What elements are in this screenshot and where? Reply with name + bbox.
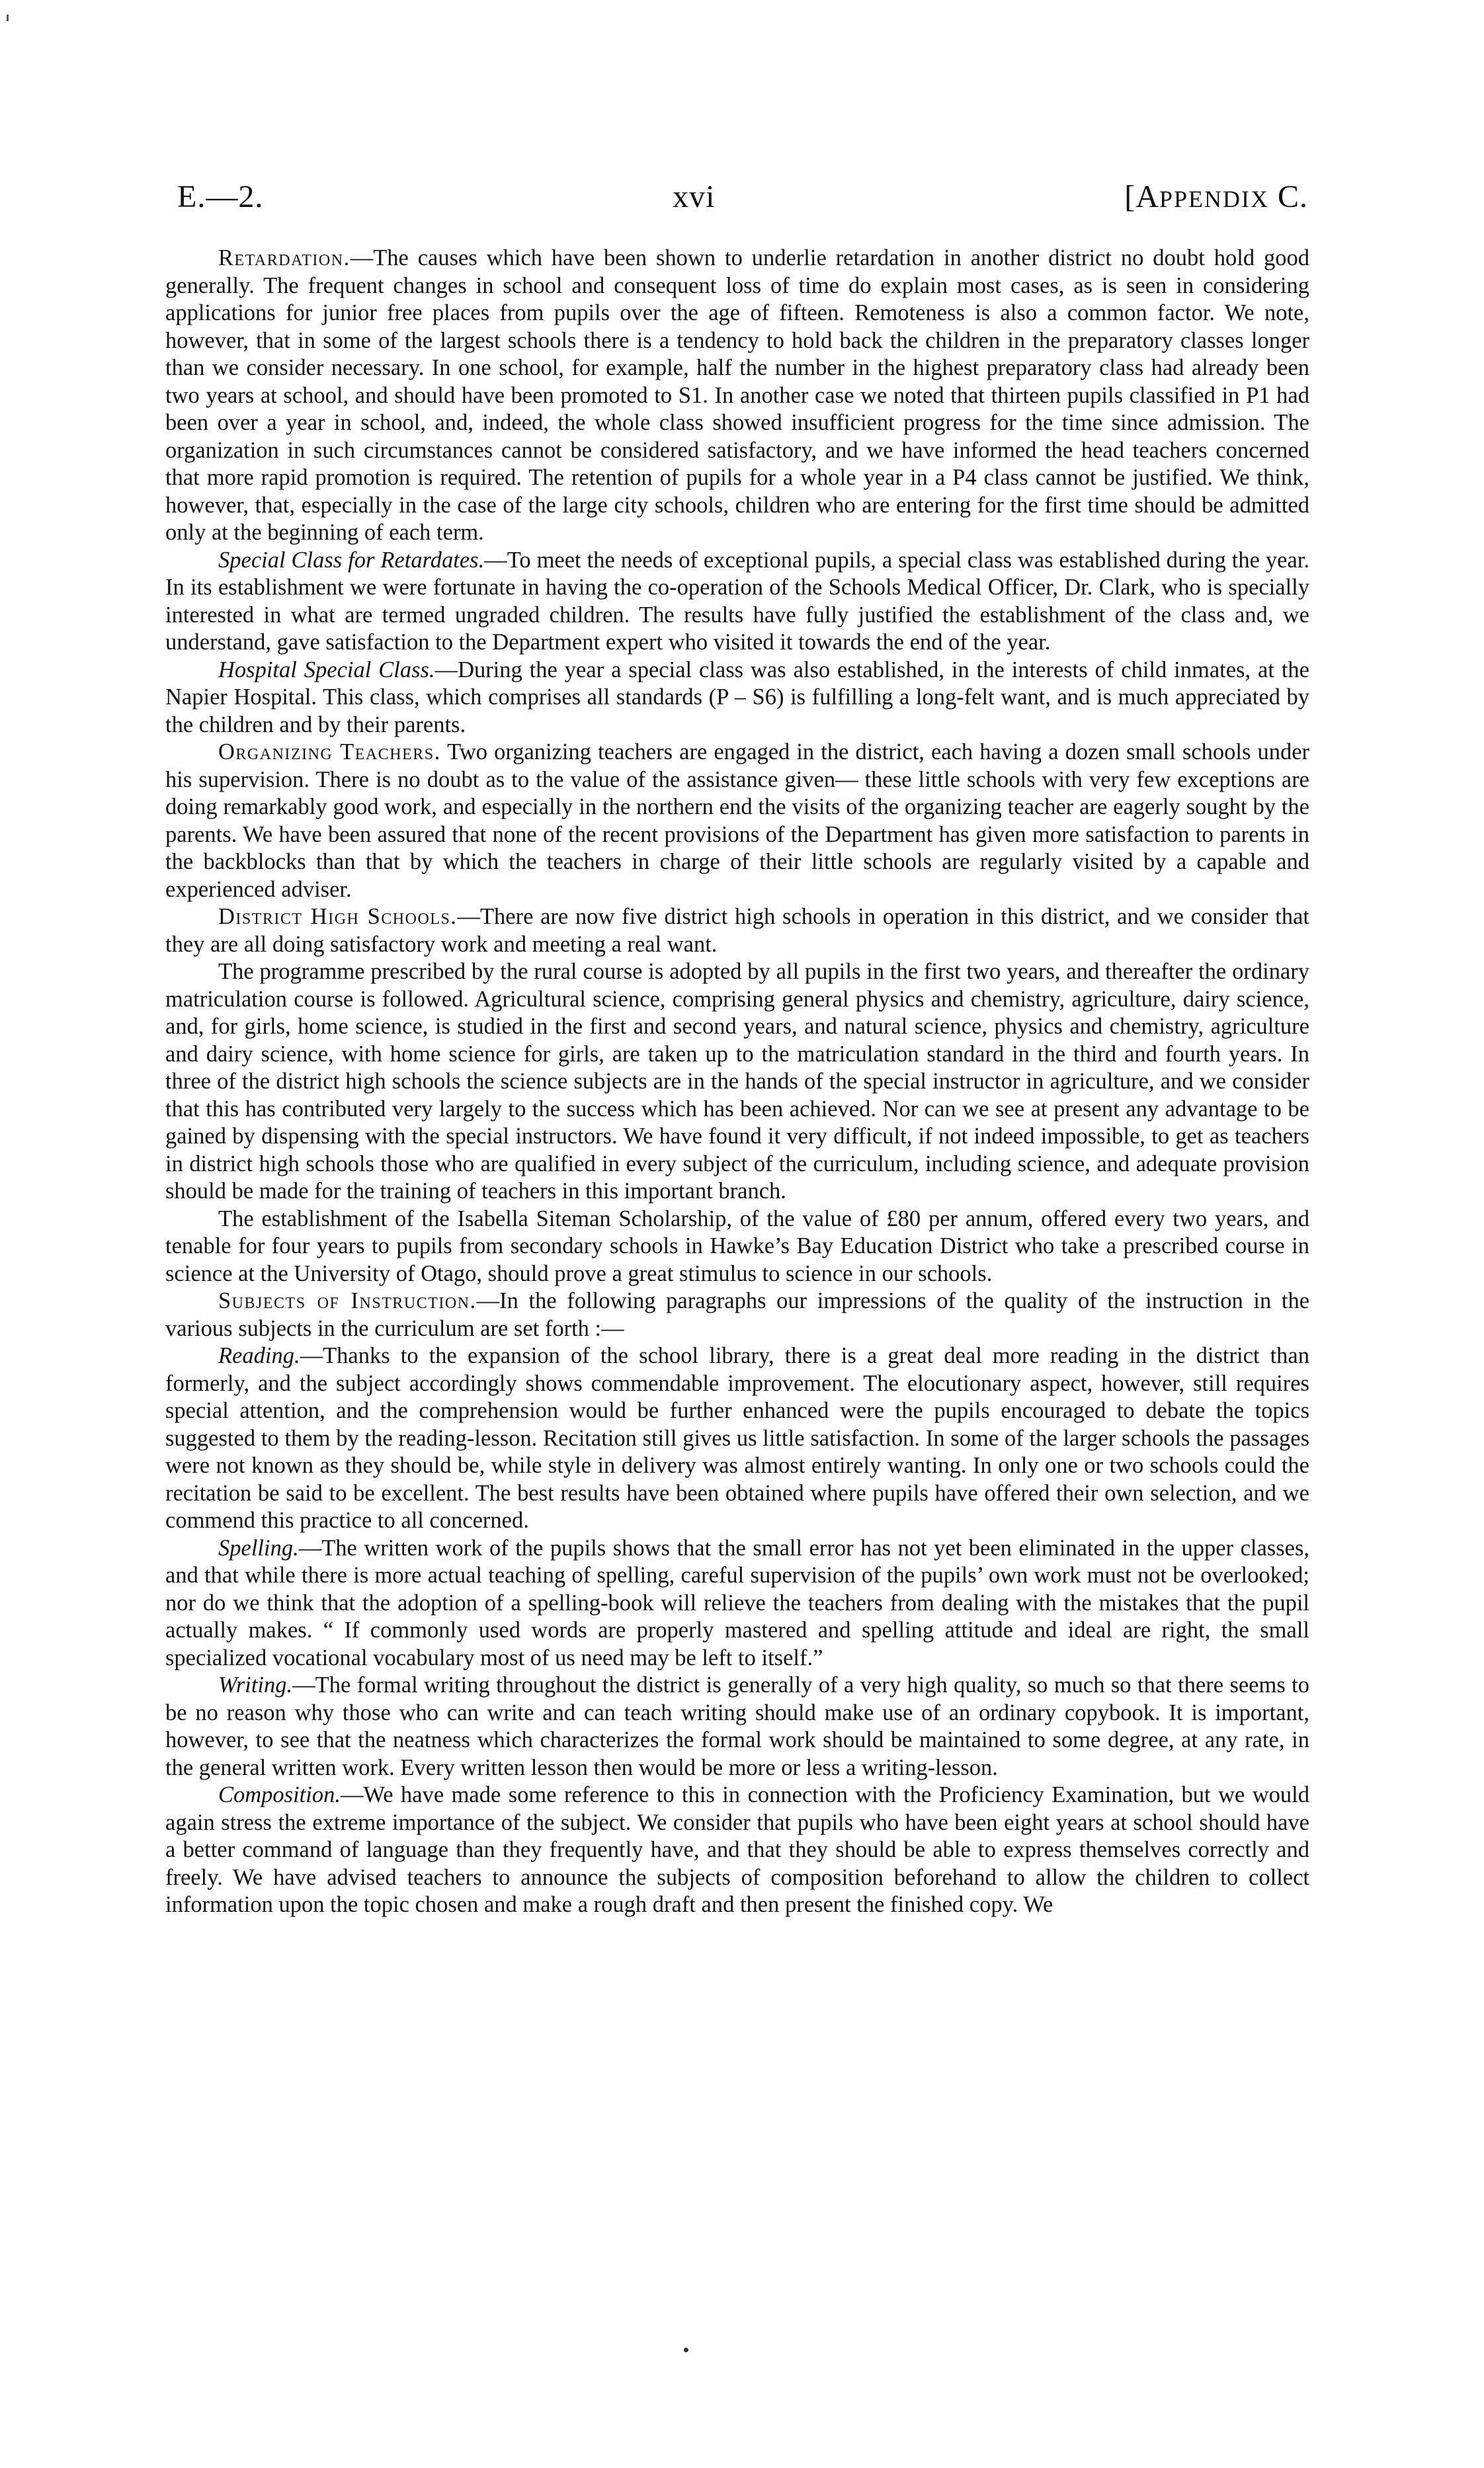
paragraph-special-class: Special Class for Retardates.—To meet the needs of exceptional pupils, a special class was established during the year. In its establishment we were fortunate in having the co-operation of the Schools Medical Officer, Dr. Clark, who is specially interested in what are termed ungraded children. The results have fully justified the establishment of the class and, we understand, gave satisfaction to the Department expert who visited it towards the end of the year.: [165, 547, 1309, 655]
header-series-number: E.—2.: [177, 179, 264, 214]
paragraph-hospital-class: Hospital Special Class.—During the year a special class was also established, in the interests of child inmates, at the Napier Hospital. This class, which comprises all standards (P – S6) is fulfilling a long-felt want, and is much appreciated by the children and by their parents.: [165, 657, 1309, 737]
paragraph-scholarship: The establishment of the Isabella Siteman Scholarship, of the value of £80 per annum, offered every two years, and tenable for four years to pupils from secondary schools in Hawke’s Bay Education District who take a prescribed course in science at the University of Otago, should prove a great stimulus to science in our schools.: [165, 1206, 1309, 1286]
heading-organizing-teachers: Organizing Teachers.: [218, 739, 441, 764]
heading-reading: Reading.: [218, 1343, 300, 1368]
heading-hospital-class: Hospital Special Class.: [218, 657, 435, 682]
scan-speck: [7, 15, 9, 21]
heading-composition: Composition.: [218, 1782, 341, 1807]
header-appendix-label: [APPENDIX C.: [1124, 179, 1308, 214]
heading-district-high-schools: District High Schools.: [218, 904, 458, 929]
header-page-number: xvi: [673, 179, 716, 214]
paragraph-retardation: Retardation.—The causes which have been shown to underlie retardation in another district no doubt hold good generally. The frequent changes in school and consequent loss of time do explain most cases, as is seen in considering applications for junior free places from pupils over the age of fifteen. Remoteness is also a common factor. We note, however, that in some of the largest schools there is a tendency to hold back the children in the preparatory classes longer than we consider necessary. In one school, for example, half the number in the highest preparatory class had already been two years at school, and should have been promoted to S1. In another case we noted that thirteen pupils classified in P1 had been over a year in school, and, indeed, the whole class showed insufficient progress for the time since admission. The organization in such circumstances cannot be considered satisfactory, and we have informed the head teachers concerned that more rapid promotion is required. The retention of pupils for a whole year in a P4 class cannot be justified. We think, however, that, especially in the case of the large city schools, children who are entering for the first time should be admitted only at the beginning of each term.: [165, 245, 1309, 545]
heading-retardation: Retardation.: [218, 245, 350, 270]
heading-special-class: Special Class for Retardates.: [218, 547, 485, 573]
paragraph-organizing-teachers: Organizing Teachers. Two organizing teachers are engaged in the district, each having a dozen small schools under his supervision. There is no doubt as to the value of the assistance given— these little schools with very few exceptions are doing remarkably good work, and especially in the northern end the visits of the organizing teacher are eagerly sought by the parents. We have been assured that none of the recent provisions of the Department has given more satisfaction to parents in the backblocks than that by which the teachers in charge of their little schools are regularly visited by a capable and experienced adviser.: [165, 739, 1310, 902]
paragraph-writing: Writing.—The formal writing throughout the district is generally of a very high quality, so much so that there seems to be no reason why those who can write and can teach writing should make use of an ordinary copybook. It is important, however, to see that the neatness which characterizes the formal work should be maintained to some degree, at any rate, in the general written work. Every written lesson then would be more or less a writing-lesson.: [165, 1672, 1309, 1780]
paragraph-composition: Composition.—We have made some reference to this in connection with the Proficiency Examination, but we would again stress the extreme importance of the subject. We consider that pupils who have been eight years at school should have a better command of language than they frequently have, and that they should be able to express themselves correctly and freely. We have advised teachers to announce the subjects of composition beforehand to allow the children to collect information upon the topic chosen and make a rough draft and then present the finished copy. We: [165, 1782, 1309, 1917]
paragraph-subjects: Subjects of Instruction.—In the following paragraphs our impressions of the quality of the instruction in the various subjects in the curriculum are set forth :—: [165, 1288, 1310, 1341]
paragraph-reading: Reading.—Thanks to the expansion of the school library, there is a great deal more reading in the district than formerly, and the subject accordingly shows commendable improvement. The elocutionary aspect, however, still requires special attention, and the comprehension would be further enhanced were the pupils encouraged to debate the topics suggested to them by the reading-lesson. Recitation still gives us little satisfaction. In some of the larger schools the passages were not known as they should be, while style in delivery was almost entirely wanting. In only one or two schools could the recitation be said to be excellent. The best results have been obtained where pupils have offered their own selection, and we commend this practice to all concerned.: [165, 1343, 1309, 1533]
heading-subjects: Subjects of Instruction.: [218, 1288, 477, 1313]
paragraph-programme: The programme prescribed by the rural course is adopted by all pupils in the first two years, and thereafter the ordinary matriculation course is followed. Agricultural science, comprising general physics and chemistry, agriculture, dairy science, and, for girls, home science, is studied in the first and second years, and natural science, physics and chemistry, agriculture and dairy science, with home science for girls, are taken up to the matriculation standard in the third and fourth years. In three of the district high schools the science subjects are in the hands of the special instructor in agriculture, and we consider that this has contributed very largely to the success which has been achieved. Nor can we see at present any advantage to be gained by dispensing with the special instructors. We have found it very difficult, if not indeed impossible, to get as teachers in district high schools those who are qualified in every subject of the curriculum, including science, and adequate provision should be made for the training of teachers in this important branch.: [165, 959, 1309, 1204]
page-header: [177, 179, 1308, 231]
page-mark: [684, 2348, 688, 2352]
paragraph-spelling: Spelling.—The written work of the pupils shows that the small error has not yet been eliminated in the upper classes, and that while there is more actual teaching of spelling, careful supervision of the pupils’ own work must not be overlooked; nor do we think that the adoption of a spelling-book will relieve the teachers from dealing with the mistakes that the pupil actually makes. “ If commonly used words are properly mastered and spelling attitude and ideal are right, the small specialized vocational vocabulary most of us need may be left to itself.”: [165, 1535, 1309, 1670]
heading-spelling: Spelling.: [218, 1535, 299, 1561]
heading-writing: Writing.: [218, 1672, 293, 1698]
document-body: [165, 245, 1309, 1919]
paragraph-district-high-schools: District High Schools.—There are now five district high schools in operation in this district, and we consider that they are all doing satisfactory work and meeting a real want.: [165, 904, 1309, 957]
